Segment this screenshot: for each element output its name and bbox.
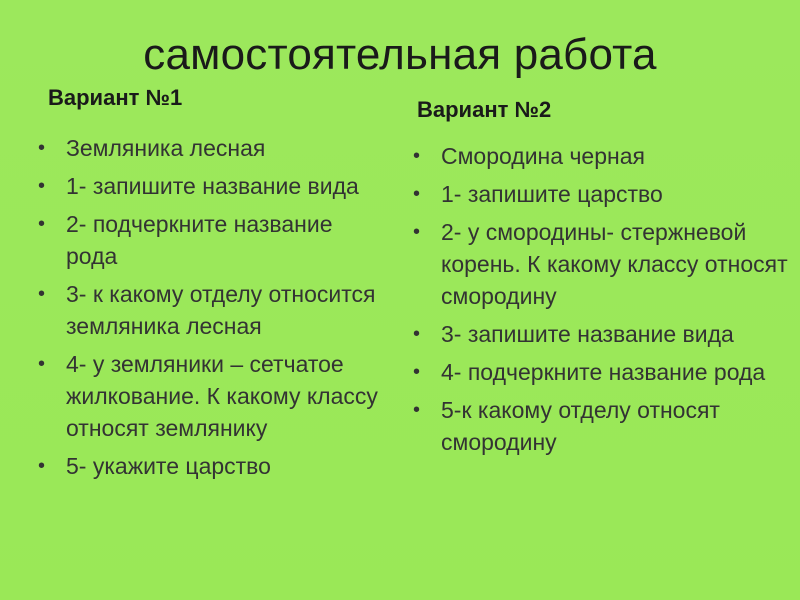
bullet-icon: • [38, 213, 46, 235]
list-item-text: 2- у смородины- стержневой корень. К какому классу относят смородину [441, 219, 788, 309]
list-item-text: Смородина черная [441, 143, 645, 169]
bullet-icon: • [38, 353, 46, 375]
list-item-text: 5- укажите царство [66, 453, 271, 479]
bullet-icon: • [413, 221, 421, 243]
list-item [413, 140, 793, 172]
list-item-text: 4- у земляники – сетчатое жилкование. К какому классу относят землянику [66, 351, 378, 441]
list-item [413, 178, 793, 210]
list-item-text: 5-к какому отделу относят смородину [441, 397, 720, 455]
list-item [413, 318, 793, 350]
bullet-icon: • [413, 399, 421, 421]
list-item-text: 1- запишите царство [441, 181, 663, 207]
list-item [413, 394, 793, 458]
list-item-text: 3- запишите название вида [441, 321, 734, 347]
bullet-icon: • [413, 361, 421, 383]
bullet-icon: • [413, 183, 421, 205]
list-item [38, 278, 378, 342]
list-item [413, 216, 793, 312]
list-item-text: Земляника лесная [66, 135, 266, 161]
bullet-icon: • [413, 323, 421, 345]
bullet-icon: • [413, 145, 421, 167]
bullet-icon: • [38, 283, 46, 305]
bullet-icon: • [38, 175, 46, 197]
bullet-icon: • [38, 137, 46, 159]
slide-title: самостоятельная работа [143, 30, 657, 79]
list-item-text: 2- подчеркните название рода [66, 211, 333, 269]
list-item [38, 170, 378, 202]
variant-1-heading: Вариант №1 [48, 85, 183, 110]
list-item [413, 356, 793, 388]
variant-1-list [38, 132, 378, 488]
list-item-text: 4- подчеркните название рода [441, 359, 766, 385]
list-item [38, 450, 378, 482]
list-item-text: 1- запишите название вида [66, 173, 359, 199]
bullet-icon: • [38, 455, 46, 477]
variant-2-heading: Вариант №2 [417, 97, 552, 122]
list-item [38, 208, 378, 272]
list-item [38, 132, 378, 164]
list-item-text: 3- к какому отделу относится земляника лесная [66, 281, 376, 339]
variant-2-list [413, 140, 793, 464]
list-item [38, 348, 378, 444]
